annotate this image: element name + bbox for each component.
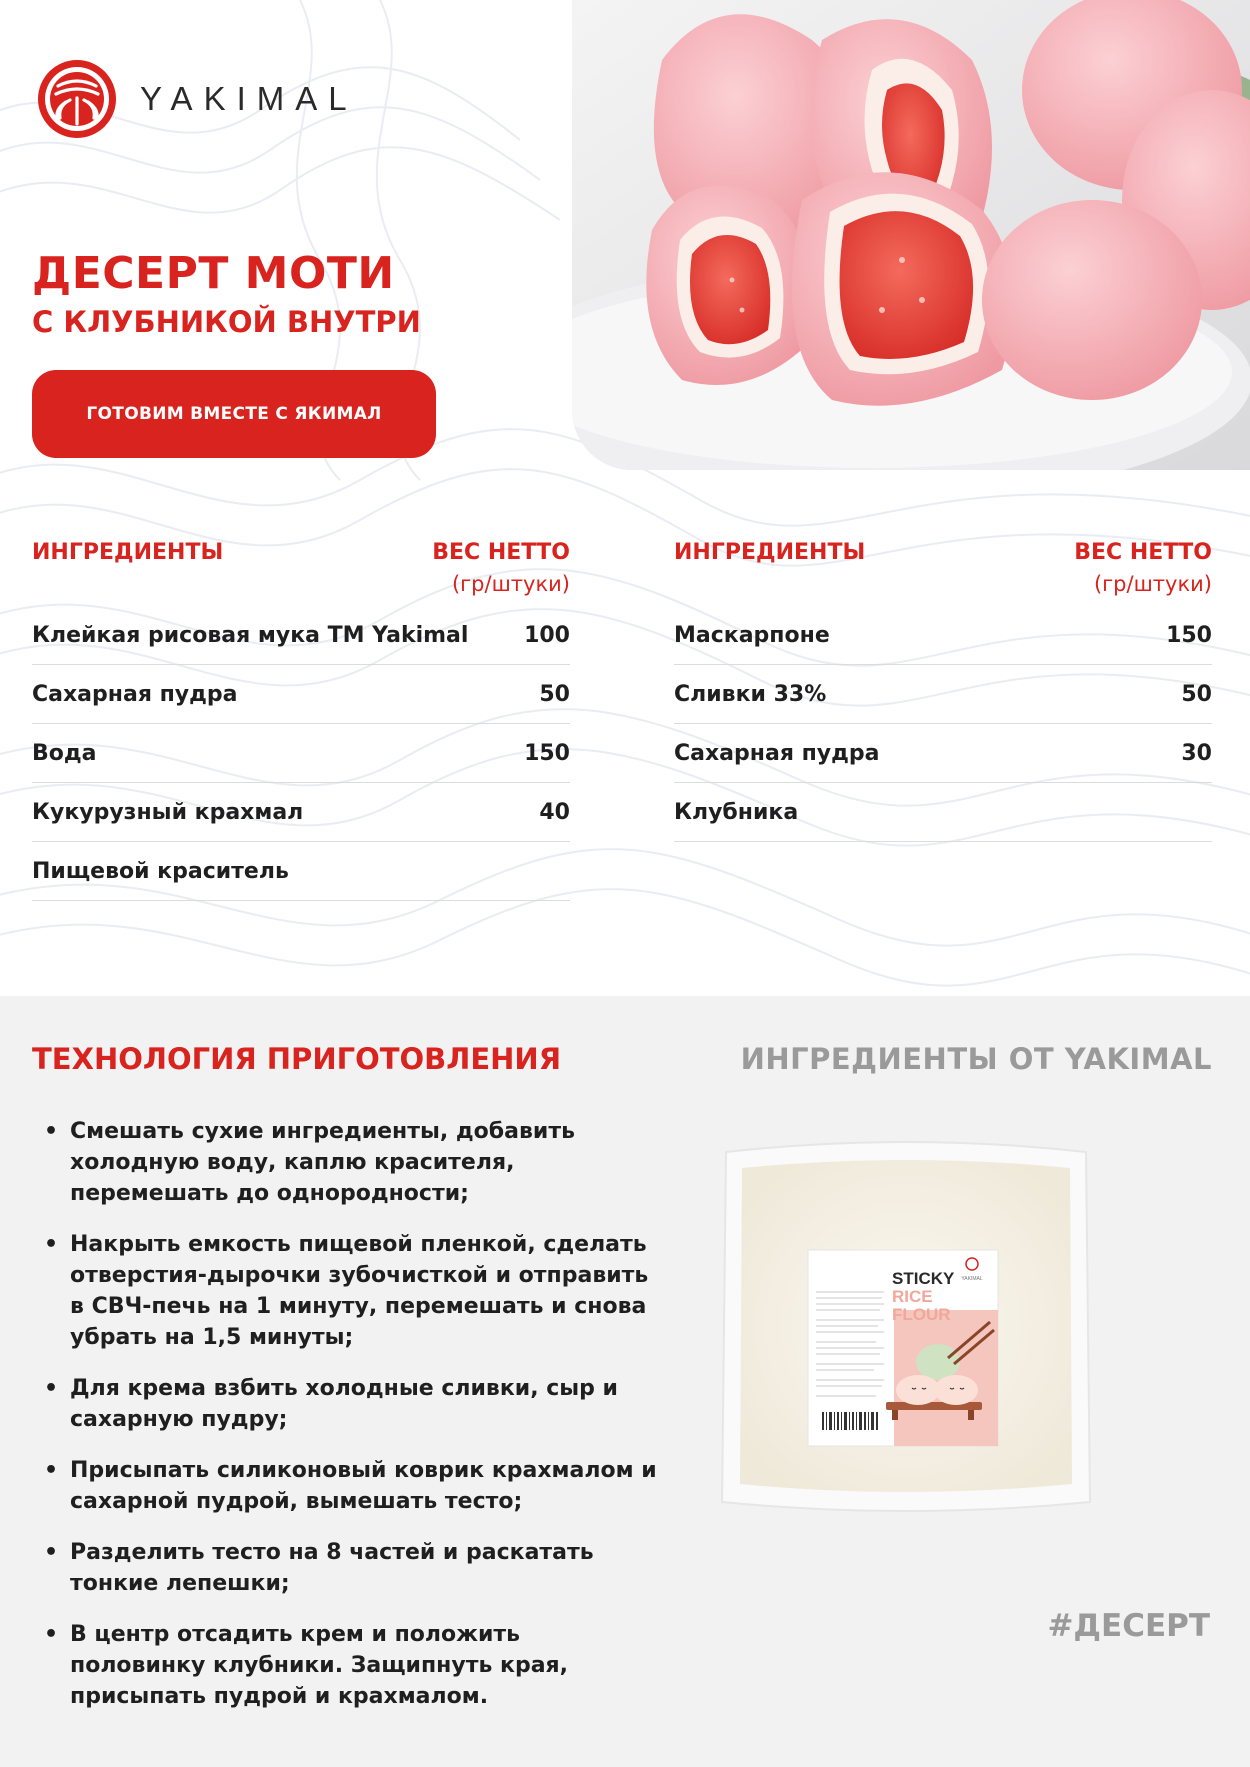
ingredient-weight: 150 [524,740,570,766]
header-weight: ВЕС НЕТТО [432,540,570,565]
mochi-strawberry-photo [572,0,1250,470]
sticky-rice-flour-package[interactable] [716,1132,1096,1522]
list-item: • Разделить тесто на 8 частей и раскатать тонкие лепешки; [42,1537,662,1599]
recipe-subtitle: С КЛУБНИКОЙ ВНУТРИ [32,305,421,339]
barcode-icon [820,1410,880,1432]
brand-logo[interactable] [36,58,358,140]
label-brand: YAKIMAL [961,1276,983,1282]
header-unit: (гр/штуки) [451,572,570,596]
mochi-photo-illustration [572,0,1250,470]
header-ingredients: ИНГРЕДИЕНТЫ [674,540,866,565]
header-weight: ВЕС НЕТТО [1074,540,1212,565]
table-row [32,783,570,842]
ingredient-name: Сахарная пудра [674,740,880,766]
label-flour: FLOUR [892,1305,951,1324]
list-item: • Накрыть емкость пищевой пленкой, сделать отверстия-дырочки зубочисткой и отправить в СВЧ-печь на 1 минуту, перемешать и снова убрать на 1,5 минуты; [42,1229,662,1353]
table-row [32,665,570,724]
ingredient-weight: 30 [1181,740,1212,766]
table-header [674,540,1212,606]
preparation-steps [42,1116,662,1732]
list-item: • Для крема взбить холодные сливки, сыр и сахарную пудру; [42,1373,662,1435]
list-item: • Смешать сухие ингредиенты, добавить холодную воду, каплю красителя, перемешать до однородности; [42,1116,662,1209]
table-row [32,842,570,901]
ingredient-name: Сливки 33% [674,681,827,707]
table-row [674,606,1212,665]
recipe-title: ДЕСЕРТ МОТИ [32,248,395,299]
ingredient-weight: 40 [539,799,570,825]
ingredient-name: Сахарная пудра [32,681,238,707]
ingredient-name: Клубника [674,799,799,825]
ingredient-weight: 50 [539,681,570,707]
ingredient-name: Клейкая рисовая мука ТМ Yakimal [32,622,469,648]
yakimal-emblem-icon [36,58,118,140]
table-row [674,783,1212,842]
ingredient-name: Кукурузный крахмал [32,799,304,825]
brand-name: YAKIMAL [140,80,358,117]
technology-title: ТЕХНОЛОГИЯ ПРИГОТОВЛЕНИЯ [32,1042,562,1076]
header-ingredients: ИНГРЕДИЕНТЫ [32,540,224,565]
list-item: • Присыпать силиконовый коврик крахмалом и сахарной пудрой, вымешать тесто; [42,1455,662,1517]
cook-together-button[interactable]: ГОТОВИМ ВМЕСТЕ С ЯКИМАЛ [32,370,436,458]
ingredient-name: Маскарпоне [674,622,830,648]
yakimal-ingredients-title: ИНГРЕДИЕНТЫ ОТ YAKIMAL [740,1042,1212,1076]
package-illustration [716,1132,1096,1522]
bottom-section [0,996,1250,1767]
ingredients-table-cream [674,540,1212,842]
ingredient-name: Вода [32,740,97,766]
ingredient-weight: 50 [1181,681,1212,707]
label-rice: RICE [892,1287,933,1306]
ingredient-weight: 100 [524,622,570,648]
ingredients-table-dough [32,540,570,901]
table-row [32,724,570,783]
ingredient-weight: 150 [1166,622,1212,648]
header-unit: (гр/штуки) [1093,572,1212,596]
label-sticky: STICKY [892,1269,955,1288]
table-header [32,540,570,606]
table-row [674,724,1212,783]
hashtag-dessert[interactable]: #ДЕСЕРТ [1047,1608,1210,1644]
table-row [674,665,1212,724]
list-item: • В центр отсадить крем и положить половинку клубники. Защипнуть края, присыпать пудрой и крахмалом. [42,1619,662,1712]
ingredient-name: Пищевой краситель [32,858,289,884]
table-row [32,606,570,665]
